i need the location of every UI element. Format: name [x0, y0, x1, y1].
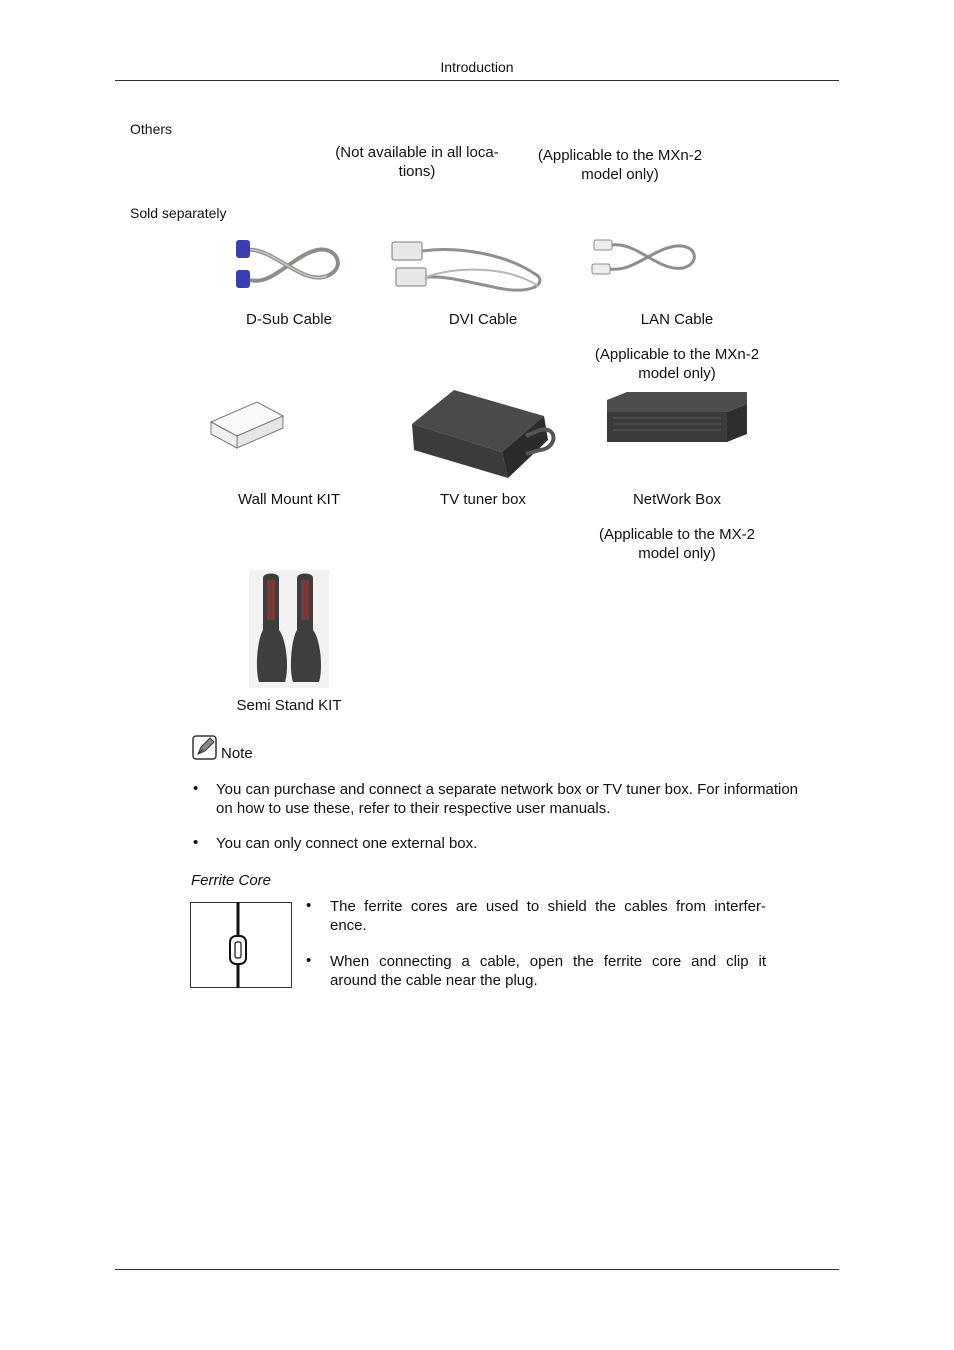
ferrite-bullet-2-marker: •	[306, 952, 312, 969]
ferrite-bullet-1-line2: ence.	[330, 917, 367, 934]
ferrite-bullet-1-marker: •	[306, 897, 312, 914]
lan-cable-note	[567, 345, 787, 383]
network-box-note	[567, 525, 787, 563]
note-bullet-1	[216, 780, 846, 818]
note-bullet-1-marker: •	[193, 780, 199, 797]
others-caption-1-line2: tions)	[398, 163, 436, 180]
page-header-title: Introduction	[440, 59, 514, 75]
wall-mount-kit-icon	[207, 398, 285, 452]
note-pencil-icon	[192, 735, 217, 760]
note-bullet-2: You can only connect one external box.	[216, 835, 478, 852]
others-caption-2-line1: (Applicable to the MXn-2	[537, 147, 703, 164]
others-caption-1	[317, 143, 517, 181]
d-sub-cable-label: D-Sub Cable	[246, 311, 332, 328]
network-box-note-line1: (Applicable to the MX-2	[599, 526, 755, 543]
note-label: Note	[221, 745, 253, 762]
lan-cable-note-line2: model only)	[638, 365, 716, 382]
footer-rule	[115, 1269, 839, 1270]
ferrite-bullet-1-line1: The ferrite cores are used to shield the cables from interfer-	[330, 898, 766, 915]
others-heading: Others	[130, 121, 173, 137]
ferrite-core-title: Ferrite Core	[191, 872, 272, 889]
header-rule	[115, 80, 839, 81]
ferrite-bullet-2-line2: around the cable near the plug.	[330, 972, 538, 989]
network-box-label: NetWork Box	[632, 491, 722, 508]
semi-stand-kit-icon	[249, 570, 329, 688]
ferrite-core-icon	[190, 902, 292, 988]
tv-tuner-box-icon	[408, 388, 558, 480]
ferrite-bullet-1	[330, 897, 766, 935]
note-bullet-2-marker: •	[193, 834, 199, 851]
note-bullet-1-line1: You can purchase and connect a separate network box or TV tuner box. For information	[216, 781, 799, 798]
lan-cable-label: LAN Cable	[640, 311, 714, 328]
semi-stand-kit-label: Semi Stand KIT	[236, 697, 342, 714]
lan-cable-note-line1: (Applicable to the MXn-2	[594, 346, 760, 363]
lan-cable-icon	[588, 236, 700, 280]
others-caption-2-line2: model only)	[581, 166, 659, 183]
tv-tuner-box-label: TV tuner box	[440, 491, 526, 508]
ferrite-bullet-2-line1: When connecting a cable, open the ferrite core and clip it	[330, 953, 766, 970]
network-box-note-line2: model only)	[638, 545, 716, 562]
ferrite-bullet-2	[330, 952, 766, 990]
note-bullet-1-line2: on how to use these, refer to their respective user manuals.	[216, 800, 611, 817]
dvi-cable-label: DVI Cable	[448, 311, 518, 328]
wall-mount-kit-label: Wall Mount KIT	[238, 491, 340, 508]
dvi-cable-icon	[388, 236, 546, 296]
others-caption-2	[520, 146, 720, 184]
network-box-icon	[603, 390, 751, 446]
d-sub-cable-icon	[232, 236, 344, 296]
others-caption-1-line1: (Not available in all loca-	[335, 144, 499, 161]
sold-separately-heading: Sold separately	[130, 205, 227, 221]
